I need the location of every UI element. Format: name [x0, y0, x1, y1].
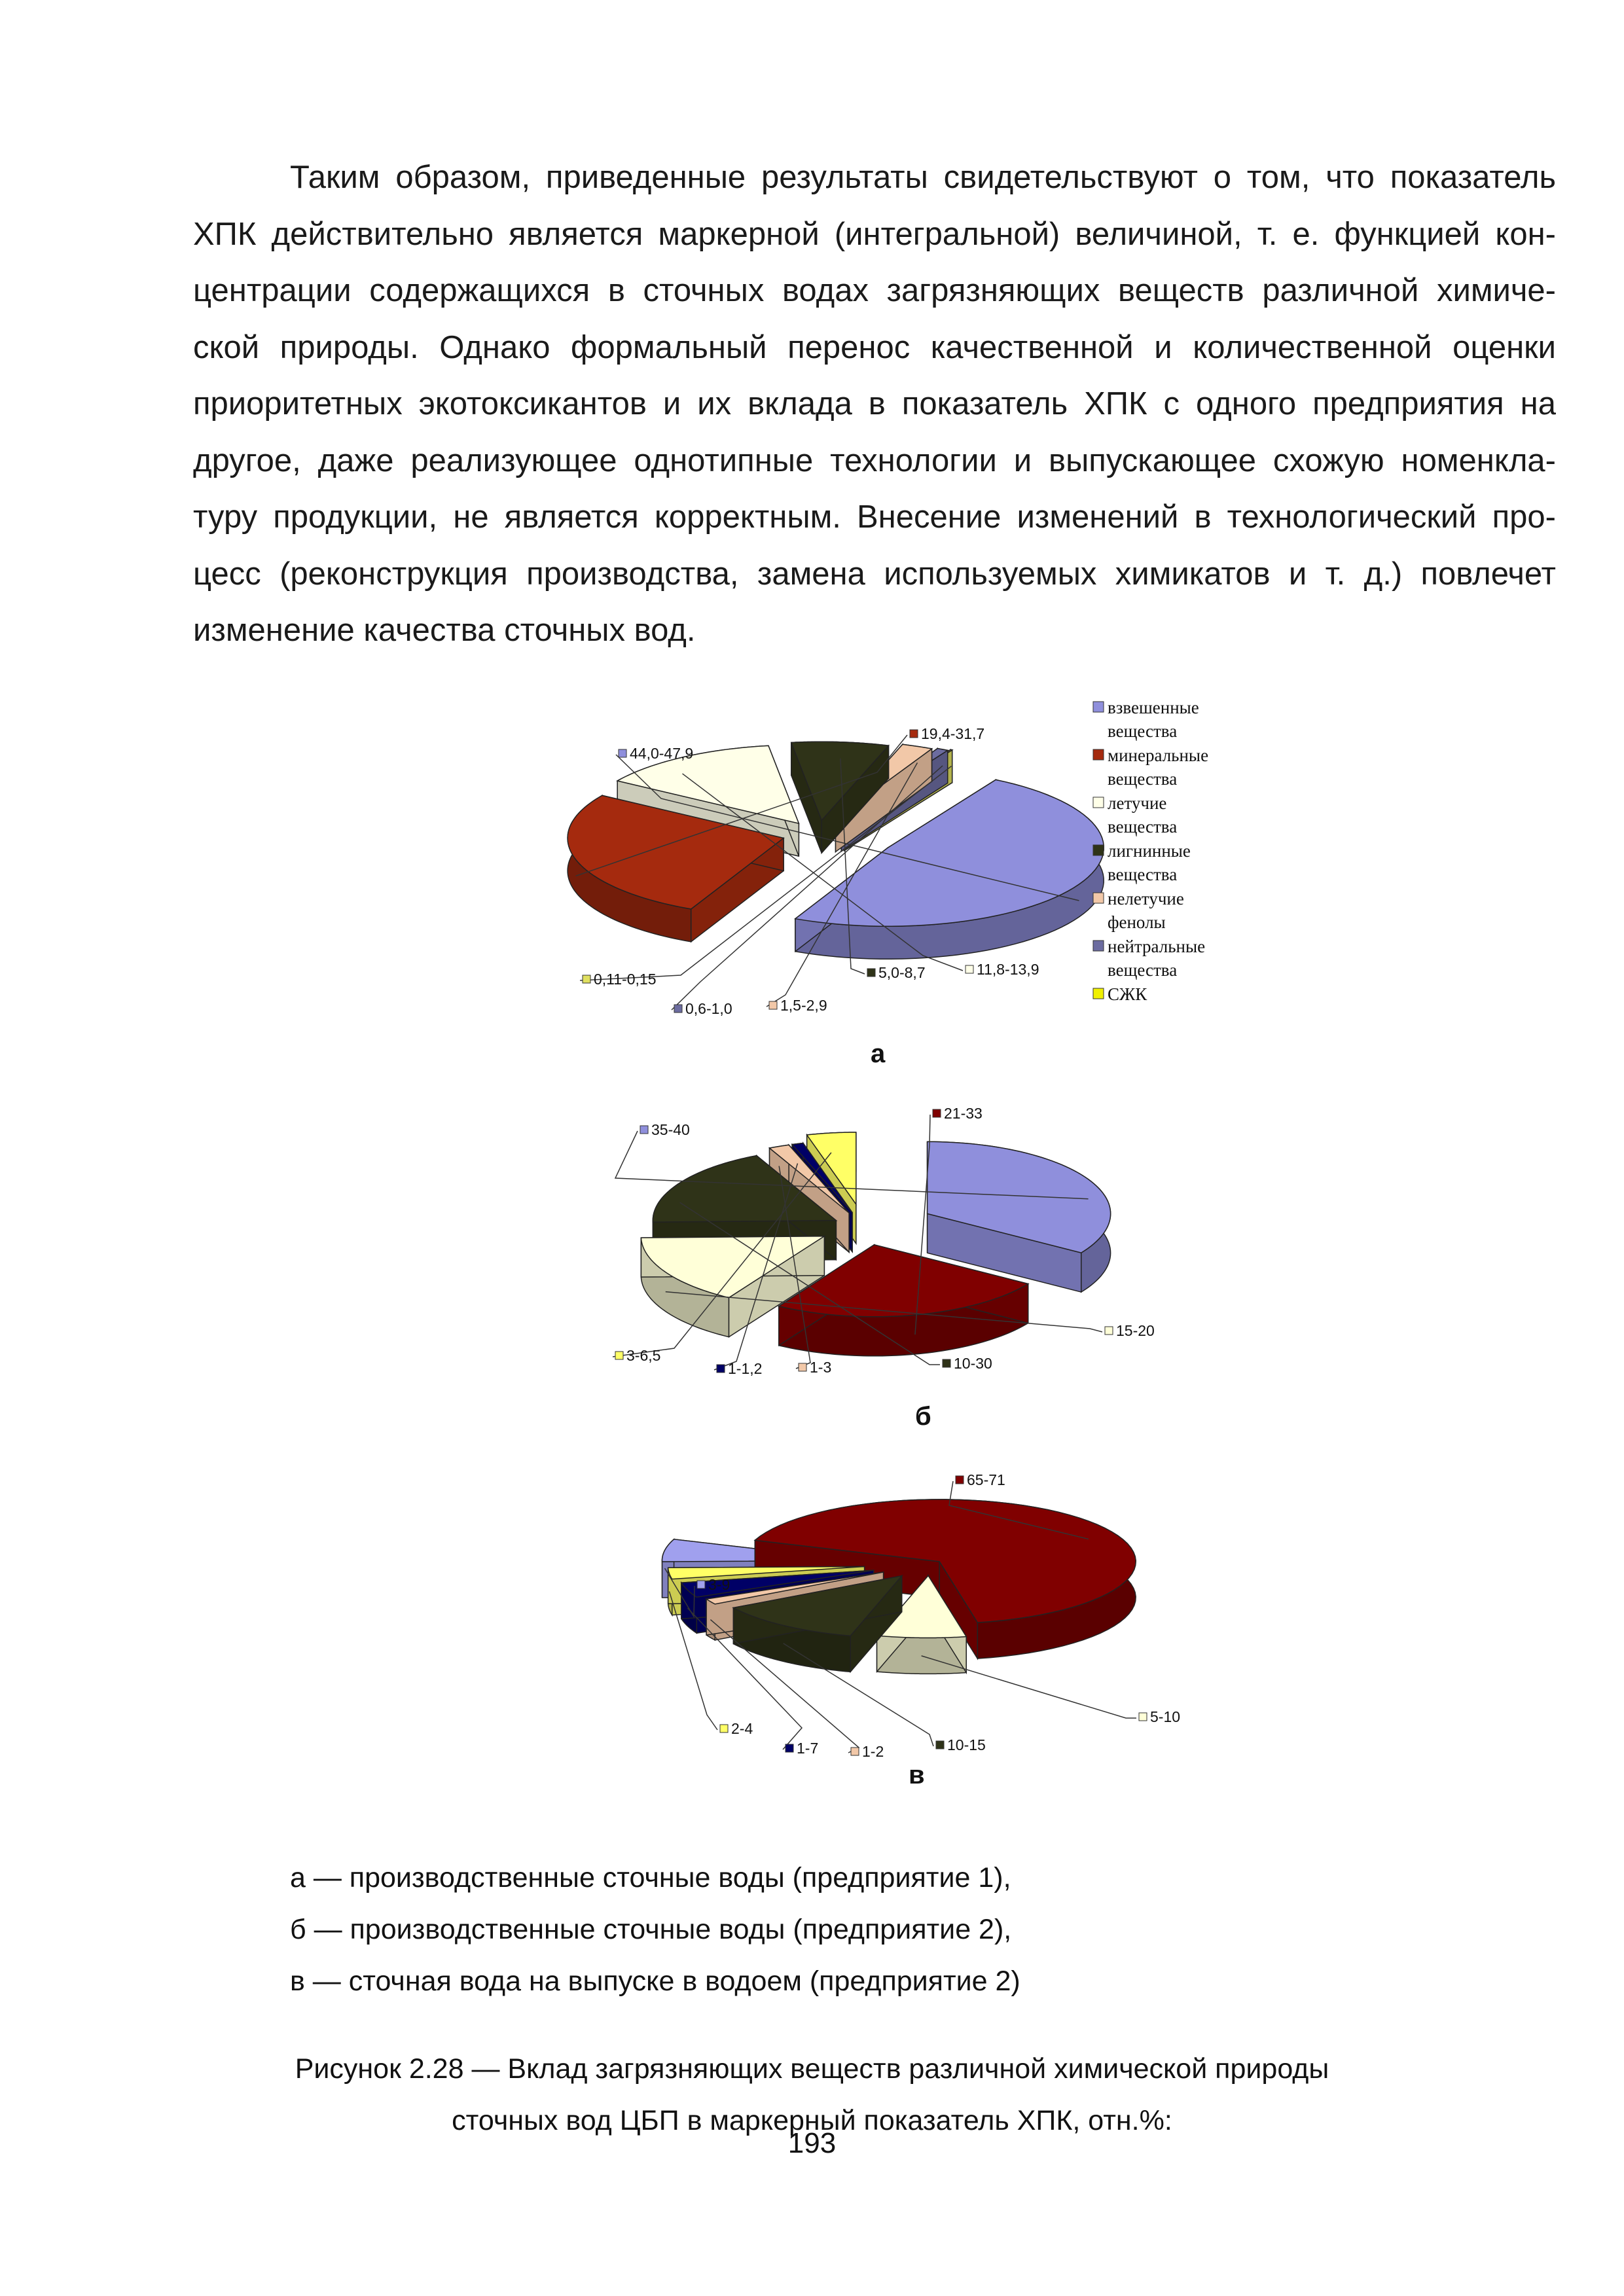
label-swatch: [769, 1001, 777, 1009]
label-swatch: [720, 1725, 728, 1732]
legend-swatch: [1093, 988, 1104, 999]
pie-chart-a: [511, 694, 1270, 1041]
label-swatch: [619, 749, 626, 757]
data-label: 35-40: [651, 1121, 690, 1138]
paragraph-line: центрации содержащихся в сточных водах загрязняющих веществ различной химиче-: [193, 273, 1556, 308]
pie-chart-c: [668, 1460, 1204, 1774]
label-swatch: [1105, 1327, 1113, 1335]
figure-caption-line-2: сточных вод ЦБП в маркерный показатель ХПК, отн.%:: [452, 2105, 1172, 2136]
legend-label: вещества: [1108, 817, 1178, 836]
label-swatch: [674, 1005, 682, 1013]
paragraph-line: другое, даже реализующее однотипные технологии и выпускающее схожую номенкла-: [193, 442, 1556, 478]
label-swatch: [615, 1352, 623, 1359]
caption-a: а — производственные сточные воды (предприятие 1),: [290, 1862, 1011, 1893]
pie-chart-b: [589, 1100, 1191, 1388]
label-swatch: [956, 1476, 964, 1484]
paragraph-line: Таким образом, приведенные результаты свидетельствуют о том, что показатель: [290, 160, 1556, 195]
data-label: 1-7: [797, 1740, 819, 1757]
label-swatch: [851, 1748, 859, 1755]
caption-b: б — производственные сточные воды (предприятие 2),: [290, 1914, 1012, 1945]
data-label: 5-10: [1150, 1708, 1181, 1725]
body-paragraph: [193, 149, 1556, 659]
subfigure-captions: [290, 1852, 1020, 2007]
chart-c-sublabel: в: [909, 1761, 925, 1789]
data-label: 19,4-31,7: [921, 725, 985, 742]
legend-swatch: [1093, 941, 1104, 951]
legend-swatch: [1093, 702, 1104, 712]
caption-c: в — сточная вода на выпуске в водоем (предприятие 2): [290, 1965, 1020, 1997]
chart-a-legend: [1093, 698, 1208, 1004]
data-label: 44,0-47,9: [630, 745, 694, 762]
data-label: 1,5-2,9: [780, 997, 827, 1014]
legend-label: фенолы: [1108, 912, 1166, 932]
legend-label: лигнинные: [1108, 841, 1191, 861]
legend-item---1: [1093, 745, 1208, 789]
page-number: 193: [787, 2127, 837, 2159]
label-swatch: [717, 1365, 725, 1372]
legend-label: нейтральные: [1108, 937, 1206, 956]
data-label: 5,0-8,7: [878, 964, 926, 981]
label-swatch: [583, 975, 590, 983]
data-label: 10-15: [947, 1736, 986, 1753]
label-swatch: [910, 730, 918, 738]
paragraph-line: приоритетных экотоксикантов и их вклада в показатель ХПК с одного предприятия на: [193, 386, 1556, 422]
label-swatch: [965, 965, 973, 973]
data-label: 11,8-13,9: [977, 961, 1039, 978]
paragraph-line: туру продукции, не является корректным. Внесение изменений в технологический про-: [193, 499, 1556, 535]
chart-b-sublabel: б: [915, 1402, 931, 1431]
legend-swatch: [1093, 749, 1104, 760]
paragraph-line: цесс (реконструкция производства, замена используемых химикатов и т. д.) повлечет: [193, 556, 1556, 592]
figure-caption-line-1: Рисунок 2.28 — Вклад загрязняющих веществ различной химической природы: [295, 2053, 1329, 2085]
label-swatch: [799, 1363, 806, 1371]
data-label: 3-9: [708, 1576, 731, 1593]
legend-item---5: [1093, 937, 1205, 980]
label-swatch: [640, 1126, 648, 1134]
paragraph-line: ской природы. Однако формальный перенос качественной и количественной оценки: [193, 329, 1556, 365]
legend-label: летучие: [1108, 793, 1167, 813]
legend-swatch: [1093, 797, 1104, 808]
label-swatch: [933, 1109, 941, 1117]
label-swatch: [697, 1581, 705, 1588]
label-swatch: [785, 1744, 793, 1752]
legend-item---3: [1093, 841, 1191, 884]
chart-a-sublabel: а: [871, 1039, 886, 1068]
data-label: 15-20: [1116, 1322, 1155, 1339]
leader-line: [922, 1656, 1136, 1718]
legend-swatch: [1093, 893, 1104, 903]
legend-label: вещества: [1108, 721, 1178, 741]
label-swatch: [936, 1741, 944, 1749]
data-label: 10-30: [954, 1355, 992, 1372]
legend-label: минеральные: [1108, 745, 1209, 765]
label-swatch: [867, 969, 875, 977]
data-label: 1-3: [810, 1359, 832, 1376]
data-label: 0,6-1,0: [685, 1000, 732, 1017]
legend-item---2: [1093, 793, 1177, 836]
legend-item---6: [1093, 984, 1147, 1004]
data-label: 1-1,2: [728, 1360, 763, 1377]
data-label: 21-33: [944, 1105, 983, 1122]
legend-label: вещества: [1108, 960, 1178, 980]
data-label: 1-2: [862, 1743, 884, 1760]
legend-label: СЖК: [1108, 984, 1147, 1004]
legend-label: взвешенные: [1108, 698, 1199, 717]
legend-label: вещества: [1108, 769, 1178, 789]
data-label: 3-6,5: [626, 1347, 661, 1364]
paragraph-line: ХПК действительно является маркерной (интегральной) величиной, т. е. функцией кон-: [193, 216, 1556, 252]
legend-item---4: [1093, 889, 1184, 932]
data-label: 2-4: [731, 1720, 753, 1737]
label-swatch: [1139, 1713, 1147, 1721]
label-swatch: [943, 1359, 950, 1367]
data-label: 65-71: [967, 1471, 1005, 1488]
data-label: 0,11-0,15: [594, 971, 657, 988]
legend-label: нелетучие: [1108, 889, 1184, 908]
legend-item---0: [1093, 698, 1199, 741]
paragraph-line: изменение качества сточных вод.: [193, 613, 696, 648]
legend-swatch: [1093, 845, 1104, 855]
legend-label: вещества: [1108, 865, 1178, 884]
